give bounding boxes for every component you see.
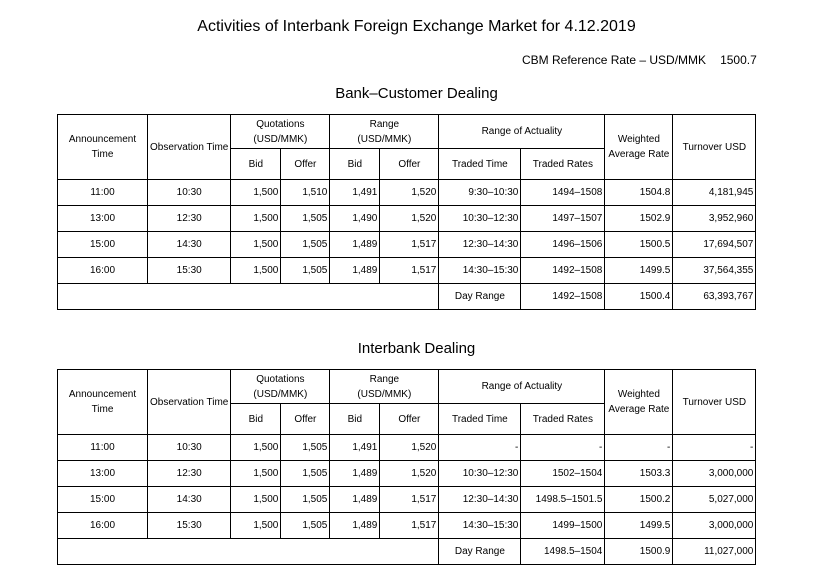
reference-rate-value: 1500.7 — [720, 53, 757, 67]
cell-range-offer: 1,520 — [380, 180, 439, 206]
cell-traded-rates: 1496–1506 — [521, 232, 605, 258]
cell-range-offer: 1,517 — [380, 232, 439, 258]
table-row — [58, 435, 756, 461]
cell-turnover: 3,000,000 — [673, 461, 756, 487]
cell-range-bid: 1,489 — [330, 487, 380, 513]
header-range-of-actuality: Range of Actuality — [439, 115, 605, 149]
table-row — [58, 461, 756, 487]
cell-weighted-average: 1499.5 — [605, 258, 673, 284]
summary-label: Day Range — [439, 284, 521, 310]
cell-traded-rates: 1492–1508 — [521, 258, 605, 284]
cell-range-offer: 1,517 — [380, 487, 439, 513]
cell-range-offer: 1,520 — [380, 435, 439, 461]
page-title: Activities of Interbank Foreign Exchange Market for 4.12.2019 — [197, 18, 636, 35]
cell-weighted-average: 1500.2 — [605, 487, 673, 513]
cell-turnover: 4,181,945 — [673, 180, 756, 206]
cell-range-offer: 1,520 — [380, 206, 439, 232]
section-title-bank-customer: Bank–Customer Dealing — [335, 85, 498, 102]
summary-row — [58, 539, 756, 565]
cell-turnover: 3,000,000 — [673, 513, 756, 539]
cell-quote-offer: 1,510 — [281, 180, 330, 206]
cell-range-bid: 1,489 — [330, 258, 380, 284]
header-traded-rates: Traded Rates — [521, 149, 605, 180]
cell-announcement: 15:00 — [58, 487, 148, 513]
cell-range-bid: 1,491 — [330, 435, 380, 461]
header-observation-time: Observation Time — [148, 115, 231, 180]
table-row — [58, 513, 756, 539]
header-traded-time: Traded Time — [439, 404, 521, 435]
cell-traded-rates: 1502–1504 — [521, 461, 605, 487]
cell-turnover: 37,564,355 — [673, 258, 756, 284]
cell-observation: 14:30 — [148, 232, 231, 258]
summary-label: Day Range — [439, 539, 521, 565]
cell-quote-bid: 1,500 — [231, 232, 281, 258]
cell-weighted-average: 1503.3 — [605, 461, 673, 487]
table-row — [58, 487, 756, 513]
cell-traded-time: 14:30–15:30 — [439, 513, 521, 539]
table-row — [58, 206, 756, 232]
cell-weighted-average: 1500.5 — [605, 232, 673, 258]
header-turnover: Turnover USD — [673, 115, 756, 180]
cell-announcement: 16:00 — [58, 258, 148, 284]
cell-announcement: 16:00 — [58, 513, 148, 539]
cell-weighted-average: 1504.8 — [605, 180, 673, 206]
header-weighted-average: Weighted Average Rate — [605, 370, 673, 435]
cell-range-bid: 1,489 — [330, 232, 380, 258]
header-offer: Offer — [380, 404, 439, 435]
summary-turnover: 11,027,000 — [673, 539, 756, 565]
header-traded-rates: Traded Rates — [521, 404, 605, 435]
cell-traded-time: 9:30–10:30 — [439, 180, 521, 206]
header-announcement-time: Announcement Time — [58, 370, 148, 435]
summary-weighted-average: 1500.4 — [605, 284, 673, 310]
cell-quote-offer: 1,505 — [281, 232, 330, 258]
table-row — [58, 232, 756, 258]
summary-rates: 1492–1508 — [521, 284, 605, 310]
header-quotations: Quotations (USD/MMK) — [231, 115, 330, 149]
cell-observation: 12:30 — [148, 461, 231, 487]
cell-range-offer: 1,517 — [380, 258, 439, 284]
cell-quote-offer: 1,505 — [281, 461, 330, 487]
cell-announcement: 11:00 — [58, 435, 148, 461]
summary-blank — [58, 539, 439, 565]
header-range-of-actuality: Range of Actuality — [439, 370, 605, 404]
cell-weighted-average: 1502.9 — [605, 206, 673, 232]
cell-range-bid: 1,489 — [330, 461, 380, 487]
cell-quote-offer: 1,505 — [281, 435, 330, 461]
cell-range-bid: 1,491 — [330, 180, 380, 206]
header-offer: Offer — [281, 149, 330, 180]
table-row — [58, 180, 756, 206]
cell-quote-offer: 1,505 — [281, 513, 330, 539]
cell-traded-rates: 1494–1508 — [521, 180, 605, 206]
cell-quote-bid: 1,500 — [231, 180, 281, 206]
cell-range-offer: 1,517 — [380, 513, 439, 539]
cell-quote-bid: 1,500 — [231, 206, 281, 232]
cell-turnover: 5,027,000 — [673, 487, 756, 513]
cell-traded-rates: 1498.5–1501.5 — [521, 487, 605, 513]
header-turnover: Turnover USD — [673, 370, 756, 435]
cell-observation: 10:30 — [148, 180, 231, 206]
header-bid: Bid — [231, 149, 281, 180]
cell-quote-bid: 1,500 — [231, 487, 281, 513]
cell-traded-time: 14:30–15:30 — [439, 258, 521, 284]
header-traded-time: Traded Time — [439, 149, 521, 180]
cell-traded-rates: 1499–1500 — [521, 513, 605, 539]
header-observation-time: Observation Time — [148, 370, 231, 435]
cell-observation: 14:30 — [148, 487, 231, 513]
cell-traded-rates: 1497–1507 — [521, 206, 605, 232]
cell-quote-bid: 1,500 — [231, 513, 281, 539]
cell-traded-time: 10:30–12:30 — [439, 206, 521, 232]
summary-row — [58, 284, 756, 310]
cell-quote-bid: 1,500 — [231, 258, 281, 284]
header-bid: Bid — [330, 404, 380, 435]
cell-observation: 12:30 — [148, 206, 231, 232]
cell-quote-bid: 1,500 — [231, 461, 281, 487]
cell-quote-offer: 1,505 — [281, 487, 330, 513]
cell-traded-time: - — [439, 435, 521, 461]
cell-traded-time: 12:30–14:30 — [439, 487, 521, 513]
cell-announcement: 11:00 — [58, 180, 148, 206]
cell-quote-offer: 1,505 — [281, 258, 330, 284]
header-bid: Bid — [330, 149, 380, 180]
header-range: Range (USD/MMK) — [330, 115, 439, 149]
header-offer: Offer — [281, 404, 330, 435]
cell-quote-offer: 1,505 — [281, 206, 330, 232]
cell-observation: 15:30 — [148, 258, 231, 284]
header-bid: Bid — [231, 404, 281, 435]
cell-turnover: 3,952,960 — [673, 206, 756, 232]
cell-turnover: - — [673, 435, 756, 461]
reference-rate — [522, 52, 757, 68]
bank-customer-table — [57, 114, 756, 310]
cell-observation: 10:30 — [148, 435, 231, 461]
cell-announcement: 13:00 — [58, 461, 148, 487]
cell-range-offer: 1,520 — [380, 461, 439, 487]
cell-traded-rates: - — [521, 435, 605, 461]
cell-range-bid: 1,490 — [330, 206, 380, 232]
table-row — [58, 258, 756, 284]
cell-range-bid: 1,489 — [330, 513, 380, 539]
header-weighted-average: Weighted Average Rate — [605, 115, 673, 180]
reference-rate-label: CBM Reference Rate – USD/MMK — [522, 53, 707, 67]
cell-weighted-average: 1499.5 — [605, 513, 673, 539]
cell-observation: 15:30 — [148, 513, 231, 539]
cell-weighted-average: - — [605, 435, 673, 461]
header-offer: Offer — [380, 149, 439, 180]
summary-rates: 1498.5–1504 — [521, 539, 605, 565]
summary-blank — [58, 284, 439, 310]
cell-quote-bid: 1,500 — [231, 435, 281, 461]
interbank-table — [57, 369, 756, 565]
cell-traded-time: 12:30–14:30 — [439, 232, 521, 258]
cell-turnover: 17,694,507 — [673, 232, 756, 258]
summary-turnover: 63,393,767 — [673, 284, 756, 310]
cell-announcement: 13:00 — [58, 206, 148, 232]
header-announcement-time: Announcement Time — [58, 115, 148, 180]
header-range: Range (USD/MMK) — [330, 370, 439, 404]
cell-announcement: 15:00 — [58, 232, 148, 258]
summary-weighted-average: 1500.9 — [605, 539, 673, 565]
header-quotations: Quotations (USD/MMK) — [231, 370, 330, 404]
section-title-interbank: Interbank Dealing — [357, 340, 476, 357]
cell-traded-time: 10:30–12:30 — [439, 461, 521, 487]
